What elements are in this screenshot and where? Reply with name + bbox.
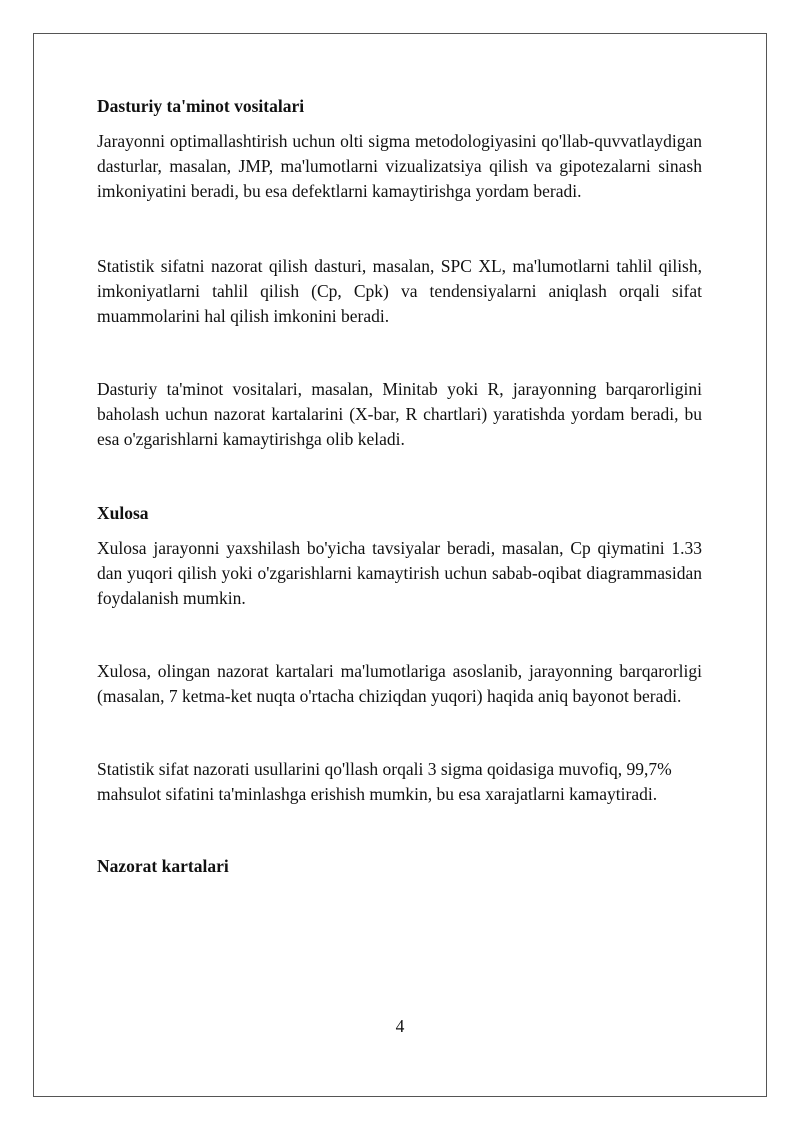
paragraph-software-2: Statistik sifatni nazorat qilish dasturi, masalan, SPC XL, ma'lumotlarni tahlil qilish, imkoniyatlarni tahlil qilish (Cp, Cpk) va tendensiyalarni aniqlash orqali sifat muammolarini hal qilish imkonini beradi.: [97, 256, 702, 326]
paragraph-conclusion-3: Statistik sifat nazorati usullarini qo'llash orqali 3 sigma qoidasiga muvofiq, 99,7% mahsulot sifatini ta'minlashga erishish mumkin, bu esa xarajatlarni kamaytiradi.: [97, 759, 672, 804]
section-heading-conclusion: Xulosa: [97, 503, 149, 523]
section-heading-control-charts: Nazorat kartalari: [97, 856, 229, 876]
paragraph-software-1: Jarayonni optimallashtirish uchun olti sigma metodologiyasini qo'llab-quvvatlaydigan dasturlar, masalan, JMP, ma'lumotlarni vizualizatsiya qilish va gipotezalarni sinash imkoniyatini beradi, bu esa defektlarni kamaytirishga yordam beradi.: [97, 131, 702, 201]
page-number: 4: [395, 1016, 405, 1036]
paragraph-conclusion-1: Xulosa jarayonni yaxshilash bo'yicha tavsiyalar beradi, masalan, Cp qiymatini 1.33 dan yuqori qilish yoki o'zgarishlarni kamaytirish uchun sabab-oqibat diagrammasidan foydalanish mumkin.: [97, 538, 702, 608]
paragraph-conclusion-2: Xulosa, olingan nazorat kartalari ma'lumotlariga asoslanib, jarayonning barqarorligi (masalan, 7 ketma-ket nuqta o'rtacha chiziqdan yuqori) haqida aniq bayonot beradi.: [97, 661, 702, 706]
page-content: [97, 93, 702, 879]
paragraph-software-3: Dasturiy ta'minot vositalari, masalan, Minitab yoki R, jarayonning barqarorligini baholash uchun nazorat kartalarini (X-bar, R chartlari) yaratishda yordam beradi, bu esa o'zgarishlarni kamaytirishga olib keladi.: [97, 379, 702, 449]
section-heading-software: Dasturiy ta'minot vositalari: [97, 96, 305, 116]
